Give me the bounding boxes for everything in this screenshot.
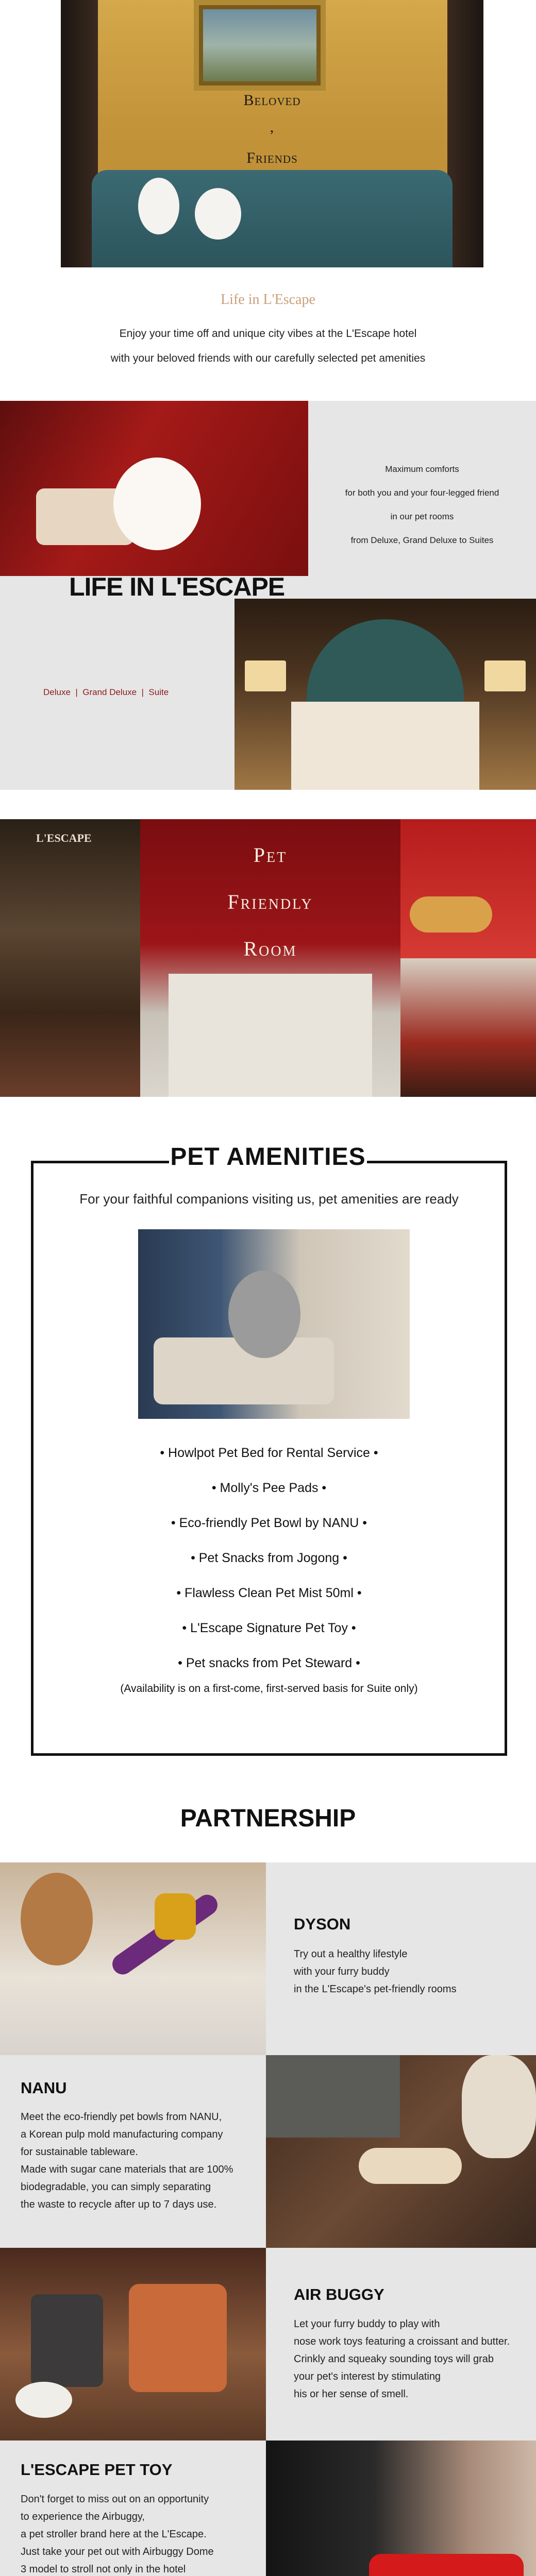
amenity-item: • L'Escape Signature Pet Toy •	[182, 1621, 356, 1635]
pettoy-photo	[266, 2441, 536, 2576]
rooms-heading: LIFE IN L'ESCAPE	[69, 572, 285, 601]
red-room-photo	[0, 401, 308, 576]
room-types: Deluxe | Grand Deluxe | Suite	[43, 687, 169, 697]
hero-dog-right	[195, 188, 241, 240]
nanu-photo	[266, 2055, 536, 2248]
amenity-item: • Eco-friendly Pet Bowl by NANU •	[171, 1516, 367, 1530]
amenities-note: (Availability is on a first-come, first-served basis for Suite only)	[120, 1683, 418, 1694]
hero-image	[61, 0, 483, 267]
staircase-photo	[400, 958, 536, 1097]
dyson-name: DYSON	[294, 1915, 351, 1933]
partnership-title: PARTNERSHIP	[180, 1805, 356, 1832]
dyson-description: Try out a healthy lifestyle with your furry buddy in the L'Escape's pet-friendly rooms	[294, 1948, 457, 1995]
rooms-text-2: for both you and your four-legged friend	[345, 488, 499, 498]
hero-text-line3: Friends	[246, 149, 298, 166]
red-sofa-croissant-photo	[400, 819, 536, 958]
airbuggy-description: Let your furry buddy to play with nose work toys featuring a croissant and butter. Crinkly and squeaky sounding toys will grab your pet's interest by stimulating his or her sense of smell.	[294, 2318, 510, 2400]
hero-dog-left	[138, 178, 179, 234]
pettoy-description: Don't forget to miss out on an opportunity to experience the Airbuggy, a pet stroller brand here at the L'Escape. Just take your pet out with Airbuggy Dome 3 model to stroll not only in the hotel	[21, 2494, 214, 2575]
hotel-entrance-photo	[0, 819, 140, 1097]
rooms-text-1: Maximum comforts	[385, 464, 459, 474]
amenity-item: • Molly's Pee Pads •	[211, 1481, 327, 1495]
hero-text-line2: ,	[270, 118, 275, 135]
amenity-item: • Pet Snacks from Jogong •	[191, 1551, 347, 1565]
dyson-photo	[0, 1862, 266, 2055]
airbuggy-photo	[0, 2248, 266, 2441]
hero-curtain-right	[447, 0, 483, 267]
amenities-subtitle: For your faithful companions visiting us, pet amenities are ready	[79, 1191, 459, 1207]
pet-friendly-text-1: Pet	[253, 843, 288, 867]
rooms-text-4: from Deluxe, Grand Deluxe to Suites	[350, 535, 494, 545]
amenity-item: • Pet snacks from Pet Steward •	[178, 1656, 360, 1670]
bedroom-photo	[234, 599, 536, 790]
nanu-name: NANU	[21, 2079, 67, 2097]
amenity-item: • Howlpot Pet Bed for Rental Service •	[160, 1446, 378, 1460]
intro-title: Life in L'Escape	[221, 292, 315, 308]
intro-line-2: with your beloved friends with our carefully selected pet amenities	[110, 352, 426, 364]
hero-painting	[194, 0, 326, 91]
poodle-bed-photo	[138, 1229, 410, 1419]
pomeranian	[113, 457, 201, 550]
airbuggy-name: AIR BUGGY	[294, 2285, 384, 2303]
rooms-text-3: in our pet rooms	[390, 512, 454, 521]
amenity-item: • Flawless Clean Pet Mist 50ml •	[176, 1586, 362, 1600]
pet-friendly-text-3: Room	[243, 937, 297, 960]
pettoy-name: L'ESCAPE PET TOY	[21, 2461, 173, 2479]
hero-text-line1: Beloved	[243, 92, 301, 109]
nanu-description: Meet the eco-friendly pet bowls from NANU, a Korean pulp mold manufacturing company for sustainable tableware. Made with sugar cane materials that are 100% biodegradable, you can simply separating the waste to recycle after up to 7 days use.	[21, 2111, 233, 2210]
pet-friendly-text-2: Friendly	[227, 890, 313, 913]
amenities-title: PET AMENITIES	[169, 1143, 367, 1174]
poodle	[228, 1270, 300, 1358]
intro-line-1: Enjoy your time off and unique city vibes at the L'Escape hotel	[119, 328, 417, 340]
hotel-sign: L'ESCAPE	[36, 832, 92, 844]
